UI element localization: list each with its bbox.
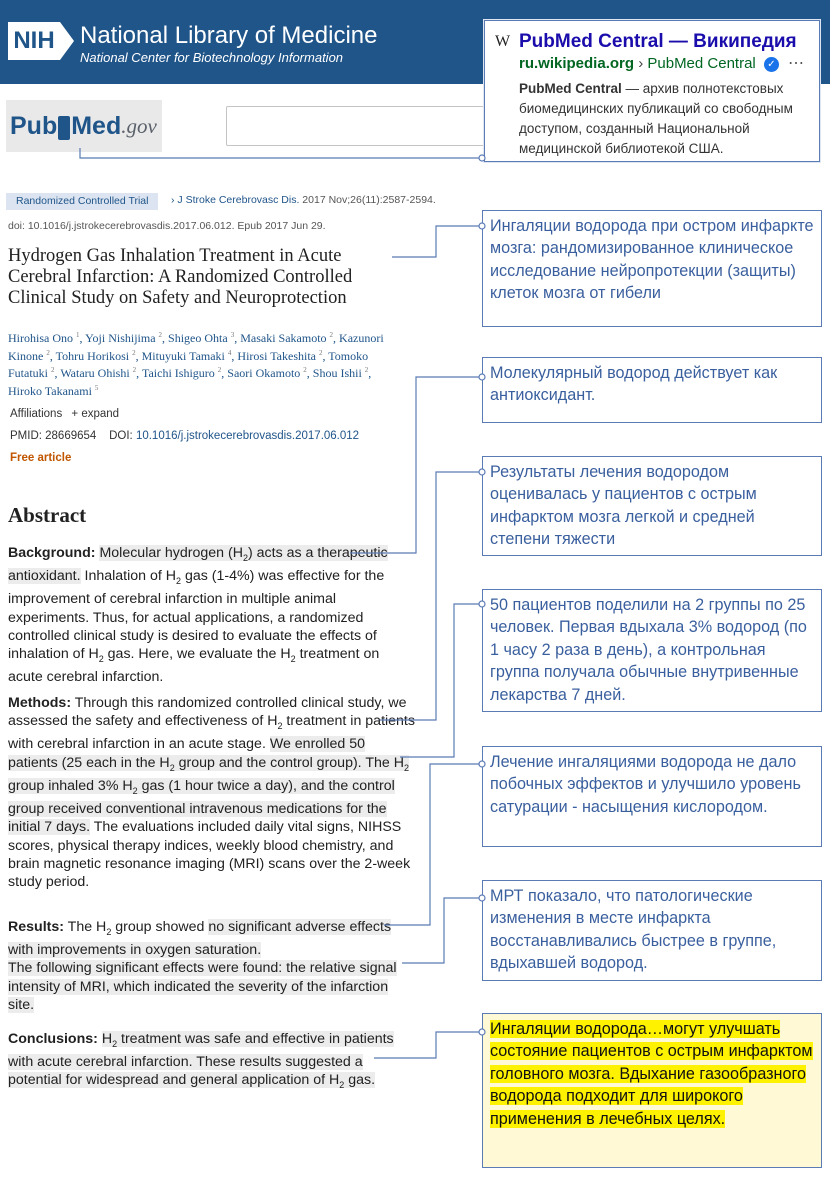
affiliations-label: Affiliations (10, 408, 63, 420)
author-sup: 2 (132, 366, 137, 374)
wikipedia-icon: W (495, 33, 511, 50)
abstract-conclusions: Conclusions: $H_2$ treatment was safe and effective in patients with acute cerebral infarction. These results suggested a potential for widespread and general application of $H_2$ gas. (8, 1031, 394, 1091)
abstract-methods: Methods: Through this randomized controlled clinical study, we assessed the safety and effectiveness of $H_2$ treatment in patients with cerebral infarction in an acute stage. We enrolled 50 patients (25 each in the $H_2$ group and the control group). The $H_2$ group inhaled 3% $H_2$ gas (1 hour twice a day), and the control group received conventional intravenous medications for the initial 7 days. The evaluations included daily vital signs, NIHSS scores, physical therapy indices, weekly blood chemistry, and brain magnetic resonance imaging (MRI) scans over the 2-week study period. (8, 695, 415, 891)
annotation-methods: 50 пациентов поделили на 2 группы по 25 человек. Первая вдыхала 3% водород (по 1 часу 2 раза в день), а контрольная группа получала обычные внутривенные лекарства 7 дней. (482, 589, 822, 712)
annotation-conclusion (482, 1013, 822, 1168)
nih-logo[interactable] (8, 18, 78, 64)
abstract-background: Background: Molecular hydrogen $(H_2)$ acts as a therapeutic antioxidant. Inhalation of $H_2$ gas (1-4%) was effective for the improvement of cerebral infarction in multiple animal experiments. Thus, for actual applications, a randomized controlled clinical study is desired to evaluate the effects of inhalation of $H_2$ gas. Here, we evaluate the $H_2$ treatment on acute cerebral infarction. (8, 545, 388, 686)
author-link[interactable]: Wataru Ohishi (60, 366, 130, 380)
nih-titles (80, 22, 377, 66)
author-link[interactable]: Yoji Nishijima (85, 331, 156, 345)
author-sup: 2 (329, 331, 334, 339)
nih-badge-icon (8, 18, 78, 64)
chevron-right-icon: › (171, 194, 175, 206)
author-link[interactable]: Mituyuki Tamaki (141, 348, 225, 363)
author-link[interactable]: Hiroko Takanami (8, 383, 92, 398)
author-link[interactable]: Shigeo Ohta (168, 331, 228, 345)
author-sup: 1 (76, 331, 80, 339)
author-sup: 2 (46, 348, 50, 357)
wikipedia-url[interactable] (519, 55, 779, 72)
author-sup: 3 (230, 331, 235, 339)
wikipedia-desc-bold: PubMed Central (519, 81, 622, 96)
author-link[interactable]: Shou Ishii (312, 366, 362, 380)
authors-list: Hirohisa Ono $^1$, Yoji Nishijima $^2$, Shigeo Ohta $^3$, Masaki Sakamoto $^2$, Kazunori Kinone $^2$, Tohru Horikosi $^2$, Mituyuki Tamaki $^4$, Hirosi Takeshita $^2$, Tomoko Futatuki $^2$, Wataru Ohishi $^2$, Taichi Ishiguro $^2$, Saori Okamoto $^2$, Shou Ishii $^2$, Hiroko Takanami $^5$ (8, 331, 384, 398)
annotation-safety: Лечение ингаляциями водорода не дало побочных эффектов и улучшило уровень сатурации - насыщения кислородом. (482, 746, 822, 847)
verified-check-icon: ✓ (764, 57, 779, 72)
publication-type-tag[interactable]: Randomized Controlled Trial (6, 193, 158, 210)
doi-label: DOI: (109, 430, 136, 442)
wikipedia-desc-text: — архив полнотекстовых биомедицинских публикаций со свободным доступом, созданный Национальной медицинской библиотекой США. (519, 81, 793, 156)
author-link[interactable]: Saori Okamoto (227, 366, 301, 380)
author-sup: 5 (94, 383, 99, 392)
author-link[interactable]: Kazunori Kinone (8, 331, 384, 363)
pubmed-logo-med: Med (71, 111, 122, 140)
pubmed-logo-pub: Pub (10, 111, 58, 140)
wikipedia-title-link[interactable]: PubMed Central — Википедия (519, 31, 797, 52)
abstract-heading: Abstract (8, 503, 87, 527)
author-link[interactable]: Tohru Horikosi (55, 348, 130, 363)
author-link[interactable]: Masaki Sakamoto (240, 331, 327, 345)
journal-link[interactable]: J Stroke Cerebrovasc Dis. (177, 194, 300, 206)
search-input[interactable] (226, 106, 496, 146)
identifiers (10, 430, 359, 442)
author-sup: 4 (227, 348, 232, 357)
wikipedia-description (519, 79, 815, 159)
article-title: Hydrogen Gas Inhalation Treatment in Acute Cerebral Infarction: A Randomized Controlled Clinical Study on Safety and Neuroprotection (8, 246, 353, 308)
annotation-antioxidant: Молекулярный водород действует как антиоксидант. (482, 357, 822, 423)
nih-title: National Library of Medicine (80, 22, 378, 49)
author-sup: 2 (319, 348, 323, 357)
nih-subtitle: National Center for Biotechnology Information (80, 50, 344, 65)
wikipedia-card (484, 20, 820, 162)
pmid-label: PMID: (10, 430, 46, 442)
annotation-conclusion-text: Ингаляции водорода…могут улучшать состояние пациентов с острым инфарктом головного мозга. Вдыхание газообразного водорода подходит для широкого применения в лечебных целях. (490, 1020, 813, 1128)
connector-background (350, 377, 482, 553)
author-sup: 2 (158, 331, 163, 339)
author-sup: 2 (217, 366, 222, 374)
abstract-results: Results: The $H_2$ group showed no significant adverse effects with improvements in oxygen saturation. The following significant effects were found: the relative signal intensity of MRI, which indicated the severity of the infarction site. (8, 919, 397, 1014)
pubmed-logo[interactable] (6, 100, 162, 152)
breadcrumb-separator: › (638, 55, 644, 72)
author-sup: 2 (51, 366, 55, 374)
author-sup: 2 (364, 366, 369, 374)
nih-badge-text: NIH (8, 22, 60, 60)
doi-line: doi: 10.1016/j.jstrokecerebrovasdis.2017.06.012. Epub 2017 Jun 29. (8, 220, 326, 232)
pubmed-logo-gov: .gov (121, 113, 157, 138)
author-link[interactable]: Hirosi Takeshita (237, 348, 316, 363)
author-link[interactable]: Tomoko Futatuki (8, 348, 369, 380)
book-icon (58, 116, 70, 140)
author-link[interactable]: Hirohisa Ono (8, 331, 73, 345)
wikipedia-domain: ru.wikipedia.org (519, 55, 635, 72)
author-link[interactable]: Taichi Ishiguro (141, 366, 215, 380)
annotation-evaluation: Результаты лечения водородом оценивалась у пациентов с острым инфарктом мозга легкой и средней степени тяжести (482, 456, 822, 556)
author-sup: 2 (132, 348, 136, 357)
journal-citation (171, 194, 436, 206)
plus-icon: + (71, 408, 79, 420)
annotation-mri: МРТ показало, что патологические изменения в месте инфаркта восстанавливались быстрее в группе, вдыхавшей водород. (482, 880, 822, 981)
affiliations-toggle[interactable] (10, 408, 119, 420)
free-article-badge[interactable]: Free article (10, 452, 72, 464)
doi-link[interactable]: 10.1016/j.jstrokecerebrovasdis.2017.06.012 (135, 430, 360, 442)
wikipedia-crumb: PubMed Central (647, 55, 756, 72)
background-label: Background: (8, 545, 96, 561)
methods-label: Methods: (8, 695, 72, 711)
conclusions-label: Conclusions: (8, 1031, 98, 1047)
expand-label: expand (81, 408, 120, 420)
pmid-value: 28669654 (45, 430, 97, 442)
author-sup: 2 (303, 366, 307, 374)
journal-date: 2017 Nov;26(11):2587-2594. (299, 194, 436, 206)
more-options-icon[interactable]: ⋯ (788, 55, 805, 72)
results-label: Results: (8, 919, 64, 935)
annotation-title-translation: Ингаляции водорода при остром инфаркте мозга: рандомизированное клиническое исследование нейропротекции (защиты) клеток мозга от гибели (482, 210, 822, 327)
